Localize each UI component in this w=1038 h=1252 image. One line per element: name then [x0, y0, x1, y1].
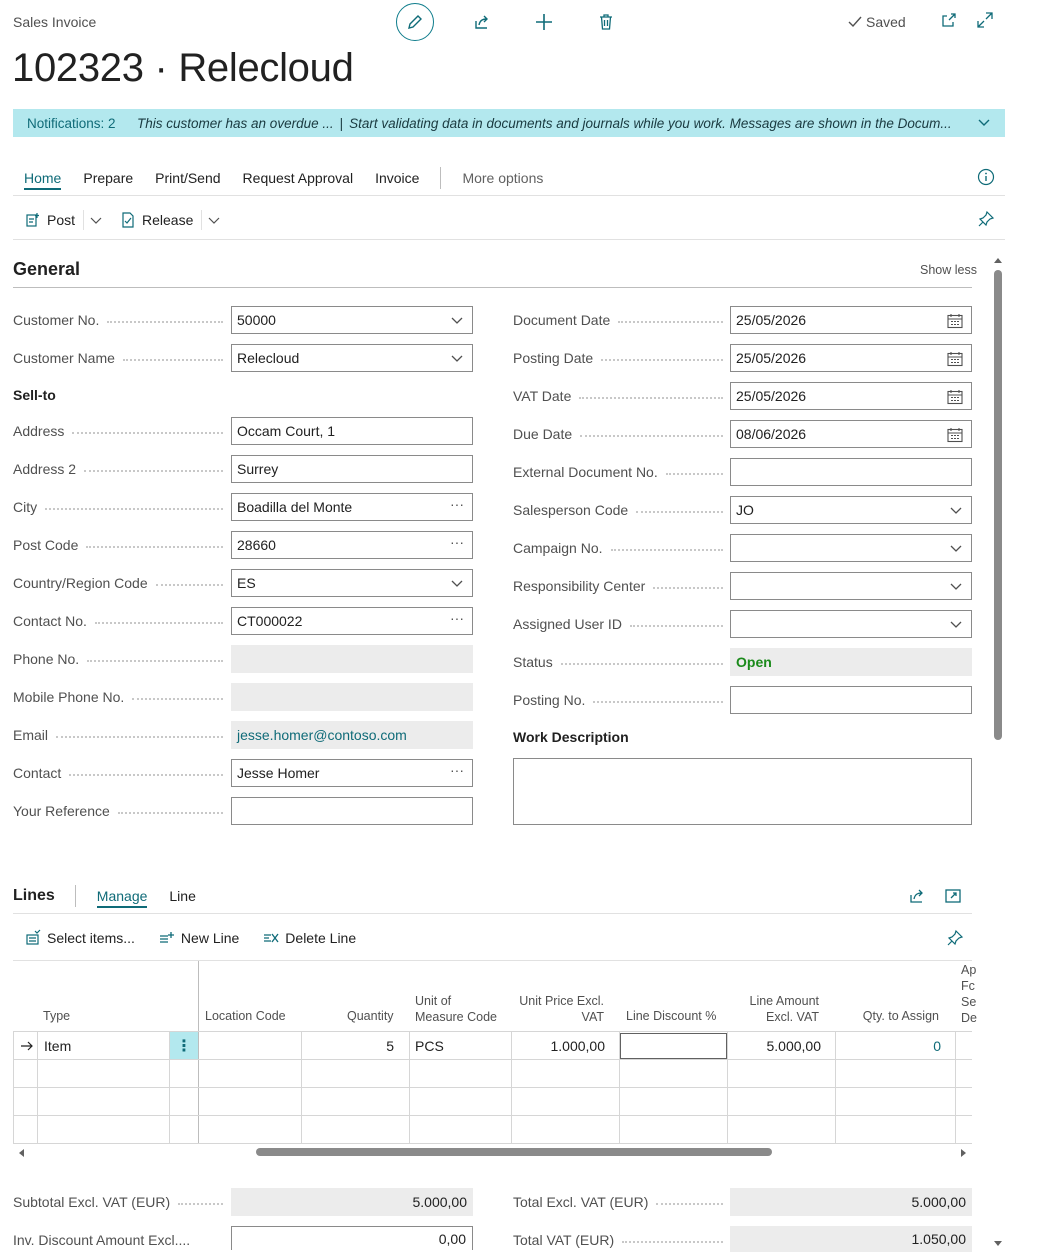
trash-icon — [598, 13, 614, 31]
city-label: City — [13, 499, 229, 515]
pin-icon[interactable] — [946, 929, 964, 947]
row-menu-button[interactable] — [170, 1032, 198, 1060]
city-field[interactable]: Boadilla del Monte ··· — [231, 493, 473, 521]
contact-label: Contact — [13, 765, 229, 781]
post-code-label: Post Code — [13, 537, 229, 553]
tab-home[interactable]: Home — [13, 160, 72, 196]
due-date-field[interactable]: 08/06/2026 — [730, 420, 972, 448]
contact-no-label: Contact No. — [13, 613, 229, 629]
tab-divider — [440, 167, 441, 189]
ellipsis-icon[interactable]: ··· — [450, 610, 464, 626]
grid-col-line — [727, 1031, 728, 1144]
line-discount-input[interactable] — [620, 1033, 727, 1059]
release-dropdown[interactable] — [201, 210, 226, 230]
due-date-label: Due Date — [513, 426, 729, 442]
posting-date-field[interactable]: 25/05/2026 — [730, 344, 972, 372]
total-vat-field: 1.050,00 — [730, 1226, 972, 1252]
tab-invoice[interactable]: Invoice — [375, 169, 420, 186]
chevron-down-icon — [90, 214, 102, 226]
mobile-phone-no-field — [231, 683, 473, 711]
notification-message-1[interactable]: This customer has an overdue ... — [137, 115, 334, 131]
grid-col-line — [619, 1031, 620, 1144]
action-tabs — [13, 160, 1005, 196]
column-header-line-discount[interactable]: Line Discount % — [626, 1009, 717, 1023]
chevron-down-icon — [208, 214, 220, 226]
salesperson-code-label: Salesperson Code — [513, 502, 729, 518]
address-label: Address — [13, 423, 229, 439]
post-code-field[interactable]: 28660 ··· — [231, 531, 473, 559]
address-2-label: Address 2 — [13, 461, 229, 477]
inv-discount-label: Inv. Discount Amount Excl.... — [13, 1232, 191, 1248]
country-region-code-label: Country/Region Code — [13, 575, 229, 591]
saved-label: Saved — [866, 14, 906, 30]
scroll-left-icon[interactable] — [17, 1148, 25, 1158]
tab-prepare[interactable]: Prepare — [83, 169, 134, 186]
grid-col-line — [955, 1031, 956, 1144]
section-divider — [13, 287, 972, 288]
notification-bar[interactable] — [13, 109, 1005, 137]
pencil-icon — [406, 13, 424, 31]
post-button[interactable] — [13, 212, 83, 228]
table-row[interactable] — [13, 1087, 972, 1115]
grid-col-line — [409, 1031, 410, 1144]
contact-no-field[interactable]: CT000022 ··· — [231, 607, 473, 635]
chevron-down-icon[interactable] — [977, 115, 991, 129]
posting-no-label: Posting No. — [513, 692, 729, 708]
your-reference-field[interactable] — [231, 797, 473, 825]
email-field[interactable] — [231, 721, 473, 749]
grid-col-line — [301, 1031, 302, 1144]
delete-line-button[interactable]: Delete Line — [251, 930, 368, 946]
calendar-icon[interactable] — [947, 313, 963, 329]
share-icon[interactable] — [908, 887, 926, 905]
total-excl-vat-field: 5.000,00 — [730, 1188, 972, 1216]
scroll-down-icon — [993, 1240, 1003, 1248]
check-icon — [848, 16, 862, 28]
header-actions — [396, 3, 620, 41]
edit-button[interactable] — [396, 3, 434, 41]
release-icon — [120, 212, 136, 228]
post-label: Post — [47, 211, 76, 228]
sell-to-heading: Sell-to — [13, 387, 56, 403]
calendar-icon[interactable] — [947, 427, 963, 443]
scroll-thumb[interactable] — [994, 270, 1002, 740]
column-header-truncated[interactable]: Ap Fc Se De — [961, 963, 977, 1025]
saved-indicator — [848, 14, 906, 30]
line-unit-price[interactable]: 1.000,00 — [550, 1038, 605, 1054]
column-header-qty-to-assign[interactable]: Qty. to Assign — [862, 1009, 939, 1023]
customer-name-label: Customer Name — [13, 350, 229, 366]
calendar-icon[interactable] — [947, 389, 963, 405]
delete-line-icon — [263, 930, 279, 946]
share-icon — [473, 13, 491, 31]
lines-action-bar — [13, 920, 972, 956]
grid-col-line — [511, 1031, 512, 1144]
ellipsis-icon[interactable]: ··· — [450, 762, 464, 778]
chevron-down-icon — [450, 351, 464, 365]
grid-bottom-border — [13, 1143, 972, 1144]
status-badge: Open — [736, 654, 772, 670]
column-header-location-code[interactable]: Location Code — [205, 1009, 286, 1023]
work-description-field[interactable] — [513, 758, 972, 825]
show-less-link[interactable]: Show less — [920, 263, 977, 277]
column-header-unit-price[interactable]: Unit Price Excl. VAT — [519, 994, 604, 1024]
email-link[interactable]: jesse.homer@contoso.com — [237, 727, 407, 743]
phone-no-label: Phone No. — [13, 651, 229, 667]
page-caption: Sales Invoice — [13, 14, 97, 30]
more-vertical-icon[interactable]: ⋮ — [176, 1038, 192, 1055]
chevron-down-icon — [450, 313, 464, 327]
open-in-new-window-icon[interactable] — [944, 887, 962, 905]
chevron-down-icon — [949, 579, 963, 593]
responsibility-center-field[interactable] — [730, 572, 972, 600]
new-line-button[interactable]: New Line — [147, 930, 251, 946]
lines-tab-manage[interactable]: Manage — [86, 878, 159, 914]
table-row[interactable] — [13, 1115, 972, 1143]
scroll-up-icon — [993, 256, 1003, 264]
open-in-new-window-icon[interactable] — [940, 11, 958, 29]
chevron-down-icon — [949, 541, 963, 555]
grid-col-line — [37, 1031, 38, 1144]
contact-field[interactable]: Jesse Homer ··· — [231, 759, 473, 787]
document-date-label: Document Date — [513, 312, 729, 328]
vat-date-field[interactable]: 25/05/2026 — [730, 382, 972, 410]
grid-col-line — [169, 1031, 170, 1144]
vat-date-label: VAT Date — [513, 388, 729, 404]
notification-separator: | — [339, 115, 344, 131]
post-dropdown[interactable] — [83, 210, 108, 230]
phone-no-field — [231, 645, 473, 673]
lines-grid — [13, 960, 977, 1143]
table-row[interactable] — [13, 1059, 972, 1087]
release-label: Release — [142, 211, 194, 228]
grid-horizontal-scrollbar[interactable] — [13, 1146, 972, 1158]
grid-col-line — [13, 1031, 14, 1144]
total-vat-label: Total VAT (EUR) — [513, 1232, 729, 1248]
page-title: 102323 · Relecloud — [12, 46, 354, 90]
country-region-code-field[interactable]: ES — [231, 569, 473, 597]
status-label: Status — [513, 654, 729, 670]
customer-name-field[interactable]: Relecloud — [231, 344, 473, 372]
total-excl-vat-label: Total Excl. VAT (EUR) — [513, 1194, 729, 1210]
address-2-field[interactable]: Surrey — [231, 455, 473, 483]
pin-icon[interactable] — [977, 210, 995, 228]
table-row[interactable] — [13, 1031, 972, 1059]
column-header-quantity[interactable]: Quantity — [347, 1009, 394, 1023]
notification-message-2[interactable]: Start validating data in documents and journals while you work. Messages are shown in the Docum... — [349, 115, 952, 131]
status-field — [730, 648, 972, 676]
scroll-right-icon[interactable] — [960, 1148, 968, 1158]
posting-date-label: Posting Date — [513, 350, 729, 366]
chevron-down-icon — [949, 503, 963, 517]
arrow-right-icon — [20, 1040, 34, 1052]
select-items-icon — [25, 930, 41, 946]
post-icon — [25, 212, 41, 228]
expand-icon[interactable] — [976, 11, 994, 29]
document-date-field[interactable]: 25/05/2026 — [730, 306, 972, 334]
subtotal-label: Subtotal Excl. VAT (EUR) — [13, 1194, 229, 1210]
subtotal-field: 5.000,00 — [231, 1188, 473, 1216]
line-amount[interactable]: 5.000,00 — [766, 1038, 821, 1054]
campaign-no-label: Campaign No. — [513, 540, 729, 556]
ellipsis-icon[interactable]: ··· — [450, 496, 464, 512]
column-header-line-amount[interactable]: Line Amount Excl. VAT — [749, 994, 819, 1024]
lines-header — [13, 878, 972, 914]
tab-request-approval[interactable]: Request Approval — [242, 169, 354, 186]
line-uom[interactable]: PCS — [415, 1038, 444, 1054]
page-scrollbar[interactable] — [993, 258, 1003, 1248]
info-icon[interactable] — [977, 168, 995, 186]
chevron-down-icon — [450, 576, 464, 590]
tab-more-options[interactable]: More options — [462, 169, 544, 186]
posting-no-field[interactable] — [730, 686, 972, 714]
action-bar — [13, 200, 1005, 240]
tab-print-send[interactable]: Print/Send — [155, 169, 221, 186]
notification-count[interactable]: Notifications: 2 — [27, 115, 116, 131]
horizontal-scroll-thumb[interactable] — [256, 1148, 772, 1156]
select-items-button[interactable]: Select items... — [13, 930, 147, 946]
salesperson-code-field[interactable]: JO — [730, 496, 972, 524]
mobile-phone-no-label: Mobile Phone No. — [13, 689, 229, 705]
campaign-no-field[interactable] — [730, 534, 972, 562]
external-document-no-label: External Document No. — [513, 464, 729, 480]
delete-button[interactable] — [592, 8, 620, 36]
share-button[interactable] — [468, 8, 496, 36]
grid-col-line — [835, 1031, 836, 1144]
line-type[interactable]: Item — [44, 1038, 72, 1054]
plus-icon — [535, 13, 553, 31]
responsibility-center-label: Responsibility Center — [513, 578, 729, 594]
column-header-uom[interactable]: Unit of Measure Code — [415, 994, 497, 1024]
customer-no-field[interactable]: 50000 — [231, 306, 473, 334]
calendar-icon[interactable] — [947, 351, 963, 367]
address-field[interactable]: Occam Court, 1 — [231, 417, 473, 445]
customer-no-label: Customer No. — [13, 312, 229, 328]
line-qty-to-assign[interactable]: 0 — [933, 1038, 941, 1054]
column-header-type[interactable]: Type — [43, 1009, 71, 1023]
external-document-no-field[interactable] — [730, 458, 972, 486]
new-button[interactable] — [530, 8, 558, 36]
work-description-heading: Work Description — [513, 729, 629, 745]
line-quantity[interactable]: 5 — [386, 1038, 394, 1054]
release-button[interactable] — [108, 212, 201, 228]
inv-discount-field[interactable]: 0,00 — [231, 1226, 473, 1250]
general-section-title[interactable]: General — [13, 259, 81, 279]
lines-title[interactable]: Lines — [13, 885, 76, 907]
lines-tab-line[interactable]: Line — [169, 887, 196, 904]
ellipsis-icon[interactable]: ··· — [450, 534, 464, 550]
assigned-user-id-field[interactable] — [730, 610, 972, 638]
your-reference-label: Your Reference — [13, 803, 229, 819]
assigned-user-id-label: Assigned User ID — [513, 616, 729, 632]
new-line-icon — [159, 930, 175, 946]
chevron-down-icon — [949, 617, 963, 631]
email-label: Email — [13, 727, 229, 743]
window-controls — [940, 11, 994, 29]
